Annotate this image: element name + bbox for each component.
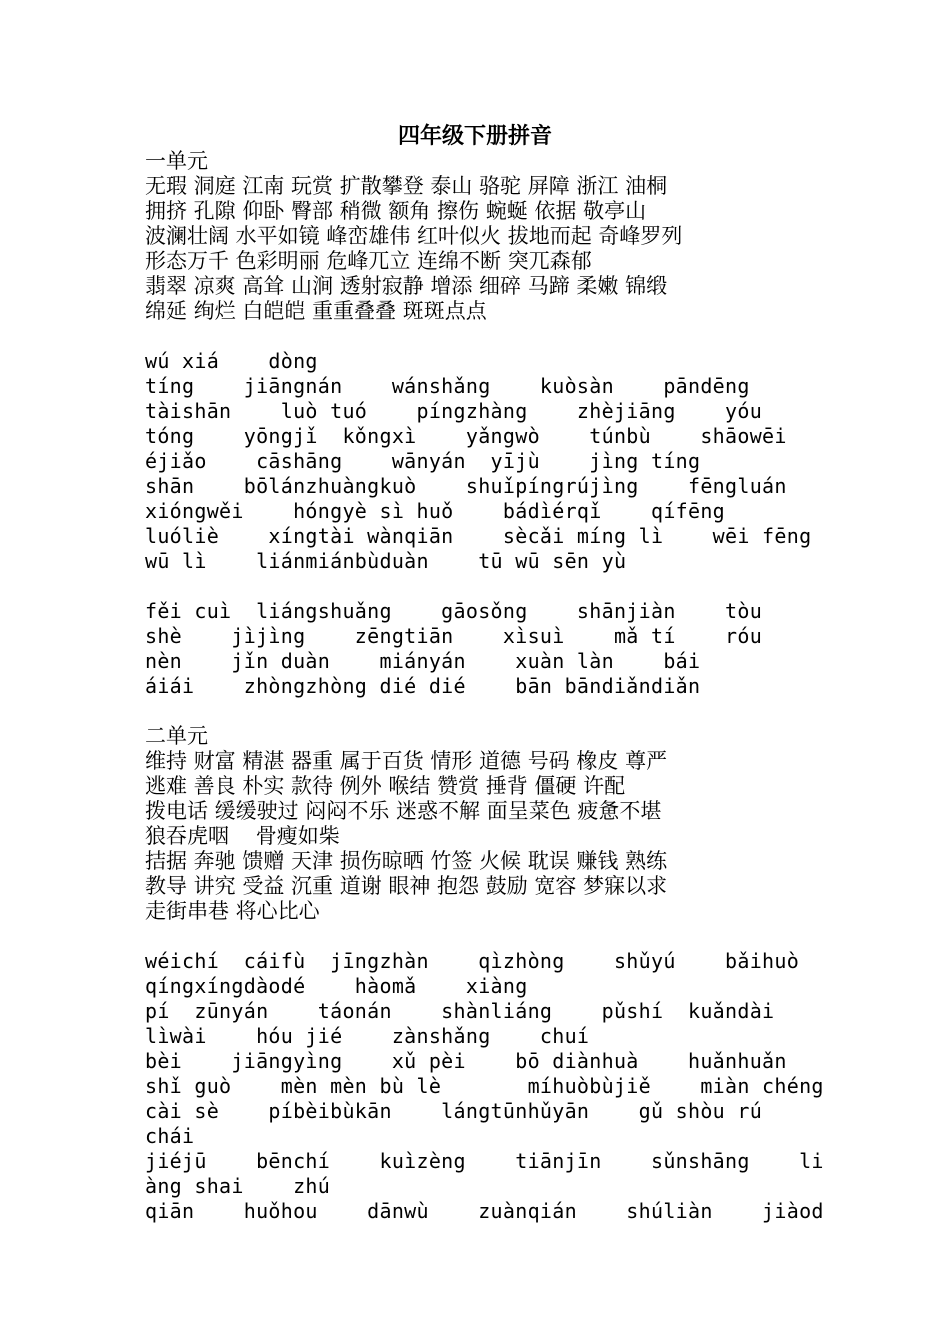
unit1-pinyin-line: xióngwěi hóngyè sì huǒ bádìérqǐ qífēng [145,499,726,523]
unit1-pinyin-line: tàishān luò tuó píngzhàng zhèjiāng yóu [145,399,763,423]
unit2-words-line: 拮据 奔驰 馈赠 天津 损伤晾晒 竹签 火候 耽误 赚钱 熟练 [145,849,668,873]
unit1-words-line: 绵延 绚烂 白皑皑 重重叠叠 斑斑点点 [145,299,487,323]
unit1-words-line: 无瑕 洞庭 江南 玩赏 扩散攀登 泰山 骆驼 屏障 浙江 油桐 [145,174,668,198]
unit2-pinyin-line: qiān huǒhou dānwù zuànqián shúliàn jiàod [145,1199,824,1223]
unit2-pinyin-line: pí zūnyán táonán shànliáng pǔshí kuǎndài [145,999,775,1023]
unit2-pinyin-line: wéichí cáifù jīngzhàn qìzhòng shǔyú bǎihuò [145,949,800,973]
unit1-pinyin-line: wú xiá dòng [145,349,318,373]
unit1-words-line: 形态万千 色彩明丽 危峰兀立 连绵不断 突兀森郁 [145,249,592,273]
unit2-words-line: 拨电话 缓缓驶过 闷闷不乐 迷惑不解 面呈菜色 疲惫不堪 [145,799,662,823]
document-body [145,149,845,1224]
blank-line [145,699,845,724]
unit2-words-line: 狼吞虎咽 骨瘦如柴 [145,824,340,848]
unit1-pinyin-line: shè jìjìng zēngtiān xìsuì mǎ tí róu [145,624,763,648]
unit2-pinyin-line: chái [145,1124,195,1148]
unit2-pinyin-line: jiéjū bēnchí kuìzèng tiānjīn sǔnshāng li [145,1149,824,1173]
unit2-pinyin-line: qíngxíngdàodé hàomǎ xiàng [145,974,528,998]
unit1-words-line: 翡翠 凉爽 高耸 山涧 透射寂静 增添 细碎 马蹄 柔嫩 锦缎 [145,274,668,298]
unit1-pinyin-line: tíng jiāngnán wánshǎng kuòsàn pāndēng [145,374,750,398]
unit1-pinyin-line: luóliè xíngtài wànqiān sècǎi míng lì wēi fēng [145,524,812,548]
unit1-heading: 一单元 [145,149,208,173]
blank-line [145,324,845,349]
unit2-heading: 二单元 [145,724,208,748]
unit2-pinyin-line: cài sè píbèibùkān lángtūnhǔyān gǔ shòu rú [145,1099,763,1123]
unit1-words-line: 波澜壮阔 水平如镜 峰峦雄伟 红叶似火 拔地而起 奇峰罗列 [145,224,683,248]
unit2-words-line: 维持 财富 精湛 器重 属于百货 情形 道德 号码 橡皮 尊严 [145,749,668,773]
unit1-pinyin-line: fěi cuì liángshuǎng gāosǒng shānjiàn tòu [145,599,763,623]
unit1-pinyin-line: tóng yōngjǐ kǒngxì yǎngwò túnbù shāowēi [145,424,787,448]
page-title: 四年级下册拼音 [397,124,552,149]
unit2-pinyin-line: àng shai zhú [145,1174,331,1198]
unit2-pinyin-line: shǐ guò mèn mèn bù lè míhuòbùjiě miàn chéng [145,1074,824,1098]
unit2-pinyin-line: bèi jiāngyìng xǔ pèi bō diànhuà huǎnhuǎn [145,1049,787,1073]
unit2-words-line: 走街串巷 将心比心 [145,899,320,923]
blank-line [145,924,845,949]
unit2-words-line: 逃难 善良 朴实 款待 例外 喉结 赞赏 捶背 僵硬 许配 [145,774,626,798]
unit2-pinyin-line: lìwài hóu jié zànshǎng chuí [145,1024,590,1048]
blank-line [145,574,845,599]
unit1-pinyin-line: nèn jǐn duàn miányán xuàn làn bái [145,649,701,673]
unit1-pinyin-line: shān bōlánzhuàngkuò shuǐpíngrújìng fēngluán [145,474,787,498]
unit1-pinyin-line: éjiǎo cāshāng wānyán yījù jìng tíng [145,449,701,473]
unit1-words-line: 拥挤 孔隙 仰卧 臀部 稍微 额角 擦伤 蜿蜒 依据 敬亭山 [145,199,647,223]
unit2-words-line: 教导 讲究 受益 沉重 道谢 眼神 抱怨 鼓励 宽容 梦寐以求 [145,874,668,898]
unit1-pinyin-line: wū lì liánmiánbùduàn tū wū sēn yù [145,549,627,573]
unit1-pinyin-line: áiái zhòngzhòng dié dié bān bāndiǎndiǎn [145,674,701,698]
